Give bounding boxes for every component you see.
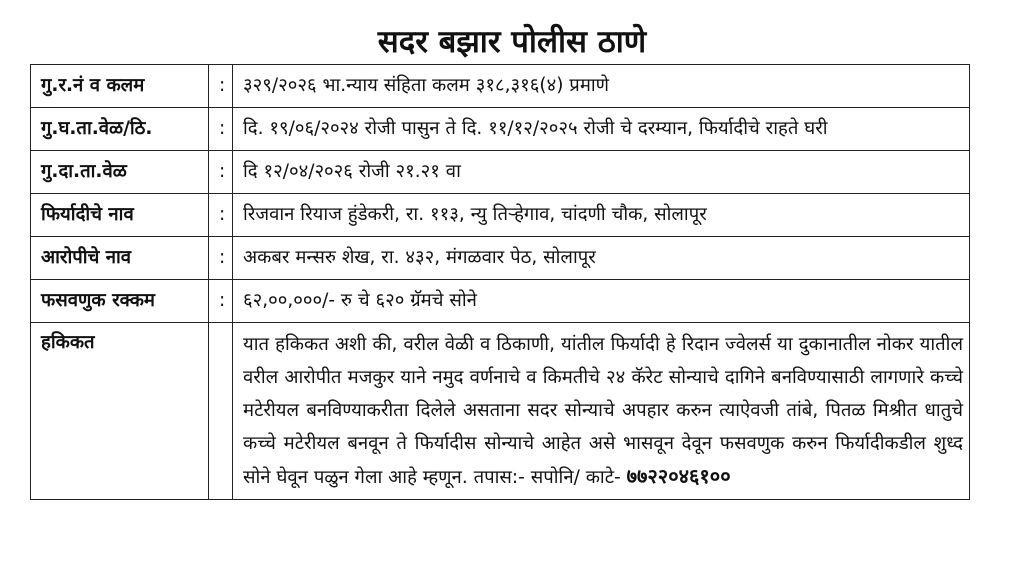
- value-registration-time: दि १२/०४/२०२६ रोजी २१.२१ वा: [233, 151, 970, 194]
- label-accused-name: आरोपीचे नाव: [31, 237, 209, 280]
- colon-separator: :: [209, 151, 233, 194]
- value-case-number: ३२९/२०२६ भा.न्याय संहिता कलम ३१८,३१६(४) प्रमाणे: [233, 65, 970, 108]
- colon-separator: :: [209, 194, 233, 237]
- label-fraud-amount: फसवणुक रक्कम: [31, 280, 209, 323]
- value-facts: [233, 323, 970, 500]
- value-fraud-amount: ६२,००,०००/- रु चे ६२० ग्रॅमचे सोने: [233, 280, 970, 323]
- label-complainant-name: फिर्यादीचे नाव: [31, 194, 209, 237]
- colon-separator: [209, 323, 233, 500]
- row-fraud-amount: [31, 280, 970, 323]
- row-incident-time-place: [31, 108, 970, 151]
- value-complainant-name: रिजवान रियाज हुंडेकरी, रा. ११३, न्यु तिऱ्हेगाव, चांदणी चौक, सोलापूर: [233, 194, 970, 237]
- colon-separator: :: [209, 237, 233, 280]
- label-incident-time-place: गु.घ.ता.वेळ/ठि.: [31, 108, 209, 151]
- investigating-officer-contact: ७७२२०४६१००: [626, 464, 731, 488]
- value-incident-time-place: दि. १९/०६/२०२४ रोजी पासुन ते दि. ११/१२/२०२५ रोजी चे दरम्यान, फिर्यादीचे राहते घरी: [233, 108, 970, 151]
- police-station-title: सदर बझार पोलीस ठाणे: [377, 24, 647, 60]
- row-registration-time: [31, 151, 970, 194]
- row-facts: [31, 323, 970, 500]
- row-case-number: [31, 65, 970, 108]
- value-accused-name: अकबर मन्सरु शेख, रा. ४३२, मंगळवार पेठ, सोलापूर: [233, 237, 970, 280]
- label-facts: हकिकत: [31, 323, 209, 500]
- label-case-number: गु.र.नं व कलम: [31, 65, 209, 108]
- label-registration-time: गु.दा.ता.वेळ: [31, 151, 209, 194]
- row-complainant-name: [31, 194, 970, 237]
- row-accused-name: [31, 237, 970, 280]
- colon-separator: :: [209, 65, 233, 108]
- colon-separator: :: [209, 280, 233, 323]
- facts-text: यात हकिकत अशी की, वरील वेळी व ठिकाणी, यांतील फिर्यादी हे रिदान ज्वेलर्स या दुकानातील नोकर यातील वरील आरोपीत मजकुर याने नमुद वर्णनाचे व किमतीचे २४ कॅरेट सोन्याचे दागिने बनविण्यासाठी लागणारे कच्चे मटेरीयल बनविण्याकरीता दिलेले असताना सदर सोन्याचे अपहार करुन त्याऐवजी तांबे, पितळ मिश्रीत धातुचे कच्चे मटेरीयल बनवून ते फिर्यादीस सोन्याचे आहेत असे भासवून देवून फसवणुक करुन फिर्यादीकडील शुध्द सोने घेवून पळुन गेला आहे म्हणून. तपास:- सपोनि/ काटे-: [243, 334, 963, 488]
- case-details-table: [30, 64, 970, 500]
- colon-separator: :: [209, 108, 233, 151]
